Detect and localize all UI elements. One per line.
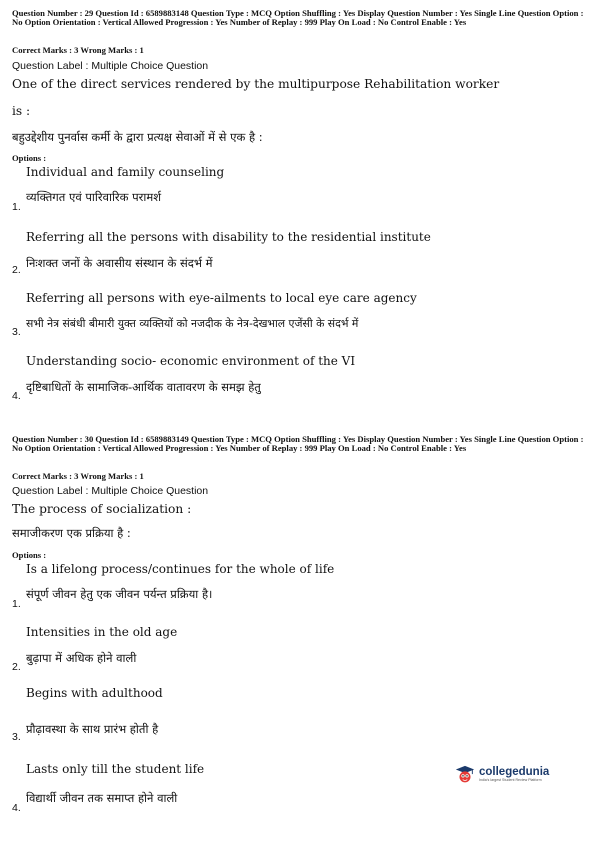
q30-option-1-text: Is a lifelong process/continues for the whole of life — [26, 562, 335, 576]
q30-option-3-text: Begins with adulthood — [26, 686, 163, 700]
q30-option-4-hindi: विद्यार्थी जीवन तक समाप्त होने वाली — [26, 791, 178, 805]
q29-option-1-hindi: व्यक्तिगत एवं पारिवारिक परामर्श — [26, 190, 162, 204]
q29-option-1-text: Individual and family counseling — [26, 165, 225, 179]
q29-marks: Correct Marks : 3 Wrong Marks : 1 — [12, 45, 144, 55]
logo-name: collegedunia — [479, 765, 550, 778]
q29-option-4-number: 4. — [12, 390, 21, 402]
q29-question-line2: is : — [12, 104, 31, 118]
q29-option-3-number: 3. — [12, 326, 21, 338]
q30-option-4-number: 4. — [12, 802, 21, 814]
q29-options-label: Options : — [12, 153, 47, 163]
q30-option-2-text: Intensities in the old age — [26, 625, 178, 639]
q29-option-4-text: Understanding socio- economic environment of the VI — [26, 354, 356, 368]
q30-option-1-hindi: संपूर्ण जीवन हेतु एक जीवन पर्यन्त प्रक्रिया है। — [26, 587, 213, 601]
q29-option-3-hindi: सभी नेत्र संबंधी बीमारी युक्त व्यक्तियों को नजदीक के नेत्र-देखभाल एजेंसी के संदर्भ में — [26, 317, 359, 330]
q29-meta: Question Number : 29 Question Id : 6589883148 Question Type : MCQ Option Shuffling : Yes Display Question Number : Yes Single Line Question Option : No Option Orientation : Vertical Allowed Progression : Yes Number of Replay : 999 Play On Load : No Control Enable : Yes — [12, 8, 584, 28]
q29-option-2-number: 2. — [12, 264, 21, 276]
q29-option-3-text: Referring all persons with eye-ailments to local eye care agency — [26, 291, 417, 305]
q30-option-2-number: 2. — [12, 661, 21, 673]
q29-option-2-text: Referring all the persons with disability to the residential institute — [26, 230, 431, 244]
q29-option-4-hindi: दृष्टिबाधितों के सामाजिक-आर्थिक वातावरण के समझ हेतु — [26, 380, 261, 394]
q29-option-1-number: 1. — [12, 201, 21, 213]
q30-option-3-number: 3. — [12, 731, 21, 743]
q30-marks: Correct Marks : 3 Wrong Marks : 1 — [12, 471, 144, 481]
q30-meta: Question Number : 30 Question Id : 6589883149 Question Type : MCQ Option Shuffling : Yes Display Question Number : Yes Single Line Question Option : No Option Orientation : Vertical Allowed Progression : Yes Number of Replay : 999 Play On Load : No Control Enable : Yes — [12, 434, 584, 454]
q30-option-4-text: Lasts only till the student life — [26, 762, 205, 776]
q30-option-1-number: 1. — [12, 598, 21, 610]
q29-question-hindi: बहुउद्देशीय पुनर्वास कर्मी के द्वारा प्रत्यक्ष सेवाओं में से एक है : — [12, 130, 263, 144]
q30-question-line1: The process of socialization : — [12, 502, 192, 516]
logo-tagline: India's largest Student Review Platform — [479, 778, 542, 783]
q29-option-2-hindi: निःशक्त जनों के अवासीय संस्थान के संदर्भ में — [26, 256, 213, 270]
graduate-mascot-icon — [454, 764, 476, 786]
collegedunia-logo — [454, 762, 564, 788]
q30-options-label: Options : — [12, 550, 47, 560]
q30-option-3-hindi: प्रौढ़ावस्था के साथ प्रारंभ होती है — [26, 722, 159, 736]
q30-option-2-hindi: बुढ़ापा में अधिक होने वाली — [26, 651, 137, 665]
q30-label: Question Label : Multiple Choice Question — [12, 485, 209, 497]
q29-label: Question Label : Multiple Choice Question — [12, 60, 209, 72]
q30-question-hindi: समाजीकरण एक प्रक्रिया है : — [12, 526, 131, 540]
q29-question-line1: One of the direct services rendered by the multipurpose Rehabilitation worker — [12, 77, 500, 91]
